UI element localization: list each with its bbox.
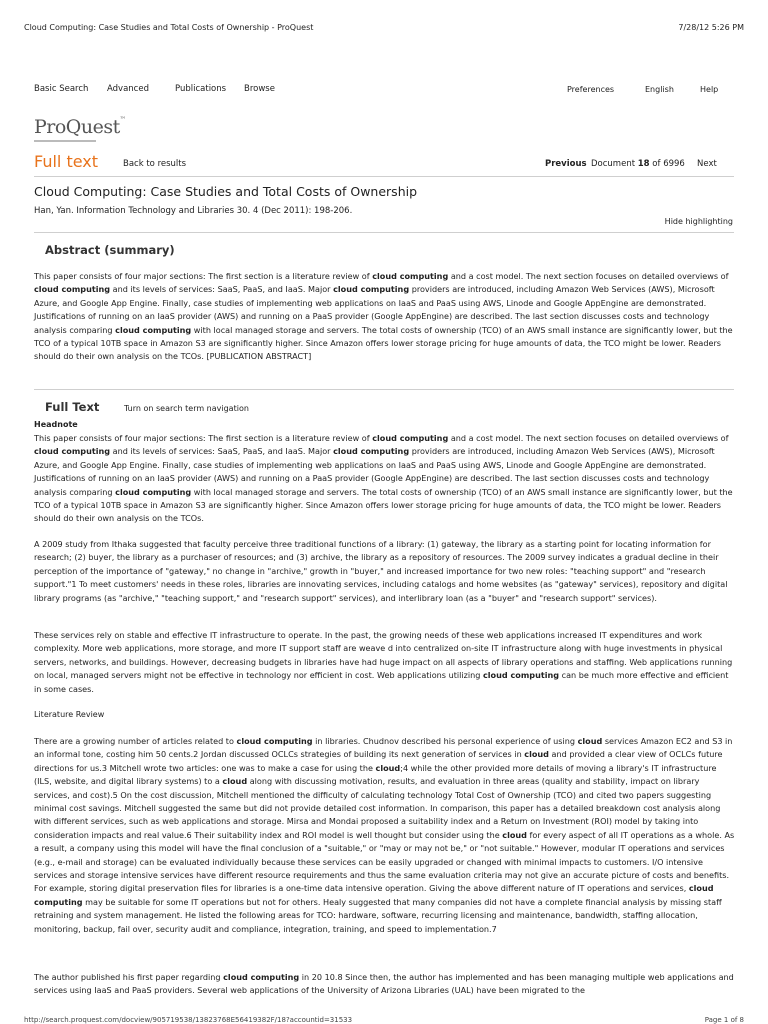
text-run: along with discussing motivation, results, and evaluation in three areas (quality and stability, impact on library services, and cost).5 On the cost discussion, Mitchell mentioned the difficulty of calculating technology Total Cost of Ownership (TCO) and cited two papers suggesting minimal cost savings. Mitchell suggested the same but did not provide detailed cost information. In comparison, this paper has a detailed breakdown cost analysis along with different services, such as web applications and storage. Mirsa and Mondai proposed a suitability index and a Return on Investment (ROI) model by taking into consideration impacts and real value.6 Their suitability index and ROI model is well thought but consider using the xyxy=(34,776,721,840)
back-to-results-link[interactable]: Back to results xyxy=(123,159,187,169)
previous-link[interactable]: Previous xyxy=(545,159,587,169)
divider xyxy=(34,389,734,390)
abstract-text xyxy=(34,270,736,364)
logo-text: ProQuest xyxy=(34,116,120,138)
text-run: and a cost model. The next section focuses on detailed overviews of xyxy=(448,433,729,443)
print-datetime: 7/28/12 5:26 PM xyxy=(678,23,744,32)
highlighted-term: cloud computing xyxy=(333,446,410,457)
text-run: in libraries. Chudnov described his personal experience of using xyxy=(312,736,578,746)
text-run: services Amazon EC2 and S3 in an informal tone, costing him 50 cents.2 Jordan discussed OCLCs strategies of building its next generation of services in xyxy=(34,736,733,760)
highlighted-term: cloud computing xyxy=(34,446,111,457)
text-run: A 2009 study from Ithaka suggested that faculty perceive three traditional functions of a library: (1) gateway, the library as a starting point for locating information for research; (2) buyer, the library as a purchaser of resources; and (3) archive, the library as a repository of resources. The 2009 survey indicates a gradual decline in their perception of the importance of "gateway," no change in "archive," growth in "buyer," and increased importance for two new roles: "teaching support" and "research support."1 To meet customers' needs in these roles, libraries are innovating services, including catalogs and home websites (as "gateway" services), repository and digital library programs (as "archive," "teaching support," and "research support" services), and interlibrary loan (as a "buyer" and "research support" services). xyxy=(34,539,728,603)
text-run: and a cost model. The next section focuses on detailed overviews of xyxy=(448,271,729,281)
text-run: can be much more effective and efficient in some cases. xyxy=(34,670,729,694)
nav-preferences[interactable]: Preferences xyxy=(567,85,615,94)
text-run: in 20 10.8 Since then, the author has implemented and has been managing multiple web applications and services using IaaS and PaaS providers. Several web applications of the University of Arizona Libraries (UAL) have been migrated to the xyxy=(34,972,734,996)
abstract-heading: Abstract (summary) xyxy=(45,243,175,257)
highlighted-term: cloud computing xyxy=(372,433,449,443)
text-run: with local managed storage and servers. The total costs of ownership (TCO) of an AWS small instance are significantly lower, but the TCO of a typical 10TB space in Amazon S3 are significantly higher. Since Amazon offers lower storage pricing for huge amounts of data, the TCO might be lower. Readers should do their own analysis on the TCOs. [PUBLICATION ABSTRACT] xyxy=(34,324,733,362)
print-page-title: Cloud Computing: Case Studies and Total Costs of Ownership - ProQuest xyxy=(24,23,314,32)
body-paragraph xyxy=(34,538,736,605)
highlighted-term: cloud computing xyxy=(34,883,714,907)
text-run: ;4 while the other provided more details of moving a library's IT infrastructure (ILS, website, and digital library systems) to a xyxy=(34,762,717,787)
highlighted-term: cloud computing xyxy=(372,271,449,281)
body-paragraph xyxy=(34,971,736,998)
body-paragraph xyxy=(34,735,736,936)
headnote-label: Headnote xyxy=(34,420,78,429)
citation-date: (Dec 2011): 198-206. xyxy=(261,206,353,216)
search-term-navigation-link[interactable]: Turn on search term navigation xyxy=(124,404,249,413)
text-run: with local managed storage and servers. The total costs of ownership (TCO) of an AWS small instance are significantly lower, but the TCO of a typical 10TB space in Amazon S3 are significantly higher. Since Amazon offers lower storage pricing for huge amounts of data, the TCO might be lower. Readers should do their own analysis on the TCOs. xyxy=(34,486,733,524)
highlighted-term: cloud xyxy=(502,829,527,840)
of-label: of xyxy=(652,159,661,169)
text-run: providers are introduced, including Amazon Web Services (AWS), Microsoft Azure, and Google App Engine. Finally, case studies of implementing web applications on IaaS and PaaS using AWS, Linode and Google AppEngine are demonstrated. Justifications of running on an IaaS provider (AWS) and running on a PaaS provider (Google AppEngine) are described. The last section discusses costs and technology analysis comparing xyxy=(34,446,715,497)
text-run: This paper consists of four major sections: The first section is a literature review of xyxy=(34,271,373,281)
logo-trademark: ™ xyxy=(119,116,126,123)
text-run: for every aspect of all IT operations as a whole. As a result, a company using this model will have the final conclusion of a "suitable," or "may or may not be," or "not suitable." However, modular IT operations and services (e.g., e-mail and storage) can be evaluated individually because these services can be easily upgraded or changed with minimal impacts to customers. I/O intensive services and storage intensive services have different resource requirements and thus the same evaluation criteria may not give an accurate picture of costs and benefits. For example, storing digital preservation files for libraries is a one-time data intensive operation. Giving the above different nature of IT operations and services, xyxy=(34,829,735,894)
highlighted-term: cloud computing xyxy=(223,972,300,982)
highlighted-term: cloud xyxy=(222,776,248,787)
hide-highlighting-link[interactable]: Hide highlighting xyxy=(664,217,733,226)
headnote-text xyxy=(34,432,736,526)
highlighted-term: cloud computing xyxy=(333,284,410,295)
body-paragraph xyxy=(34,629,736,696)
article-title: Cloud Computing: Case Studies and Total Costs of Ownership xyxy=(34,184,418,199)
divider xyxy=(34,232,734,233)
document-number: 18 xyxy=(637,159,650,169)
highlighted-term: cloud computing xyxy=(236,736,313,746)
article-citation xyxy=(34,206,352,216)
text-run: providers are introduced, including Amazon Web Services (AWS), Microsoft Azure, and Google App Engine. Finally, case studies of implementing web applications on IaaS and PaaS using AWS, Linode and Google AppEngine are demonstrated. Justifications of running on an IaaS provider (AWS) and running on a PaaS provider (Google AppEngine) are described. The last section discusses costs and technology analysis comparing xyxy=(34,284,715,335)
nav-help[interactable]: Help xyxy=(700,85,719,94)
document-total: 6996 xyxy=(663,159,685,169)
highlighted-term: cloud computing xyxy=(34,284,111,295)
nav-publications[interactable]: Publications xyxy=(175,84,227,94)
highlighted-term: cloud computing xyxy=(115,324,192,335)
text-run: This paper consists of four major sections: The first section is a literature review of xyxy=(34,433,373,443)
nav-language[interactable]: English xyxy=(645,85,674,94)
logo-underline xyxy=(34,140,96,142)
nav-browse[interactable]: Browse xyxy=(244,84,275,94)
citation-source[interactable]: Han, Yan. Information Technology and Libraries 30. 4 xyxy=(34,206,259,216)
print-page-number: Page 1 of 8 xyxy=(704,1016,744,1024)
highlighted-term: cloud xyxy=(524,749,549,760)
text-run: and its levels of services: SaaS, PaaS, and IaaS. Major xyxy=(110,446,334,457)
document-label: Document xyxy=(591,159,636,169)
text-run: and its levels of services: SaaS, PaaS, and IaaS. Major xyxy=(110,284,334,295)
fulltext-heading: Full text xyxy=(34,152,99,171)
text-run: These services rely on stable and effective IT infrastructure to operate. In the past, the growing needs of these web applications increased IT expenditures and work complexity. More web applications, more storage, and more IT support staff are weave d into centralized on-site IT infrastructure along with huge investments in physical servers, networks, and buildings. However, decreasing budgets in libraries have had huge impact on all aspects of library operations and staffing. Web applications running on local, managed servers might not be effective in technology nor efficient in cost. Web applications utilizing xyxy=(34,630,733,681)
highlighted-term: cloud computing xyxy=(482,670,560,681)
nav-advanced[interactable]: Advanced xyxy=(107,84,149,94)
next-link[interactable]: Next xyxy=(697,159,717,169)
print-url: http://search.proquest.com/docview/905719538/13823768E56419382F/18?accountid=31533 xyxy=(24,1016,353,1024)
text-run: and provided a clear view of OCLCs future directions for us.3 Mitchell wrote two articles: one was to make a case for using the xyxy=(34,749,723,773)
document-position xyxy=(591,159,685,169)
text-run: may be suitable for some IT operations but not for others. Healy suggested that many companies did not have a complete financial analysis by missing staff retraining and system management. He listed the following areas for TCO: hardware, software, recurring licensing and maintenance, bandwidth, staffing allocation, monitoring, backup, fail over, security audit and compliance, integration, training, and speed to implementation.7 xyxy=(34,896,722,934)
highlighted-term: cloud xyxy=(577,736,603,746)
nav-basic-search[interactable]: Basic Search xyxy=(34,84,89,94)
proquest-logo[interactable] xyxy=(34,116,125,138)
text-run: The author published his first paper regarding xyxy=(34,972,224,982)
text-run: There are a growing number of articles related to xyxy=(34,736,237,746)
highlighted-term: cloud xyxy=(375,762,401,773)
divider xyxy=(34,176,734,177)
literature-review-heading: Literature Review xyxy=(34,710,105,719)
highlighted-term: cloud computing xyxy=(115,486,192,497)
fulltext-section-heading: Full Text xyxy=(45,400,100,414)
